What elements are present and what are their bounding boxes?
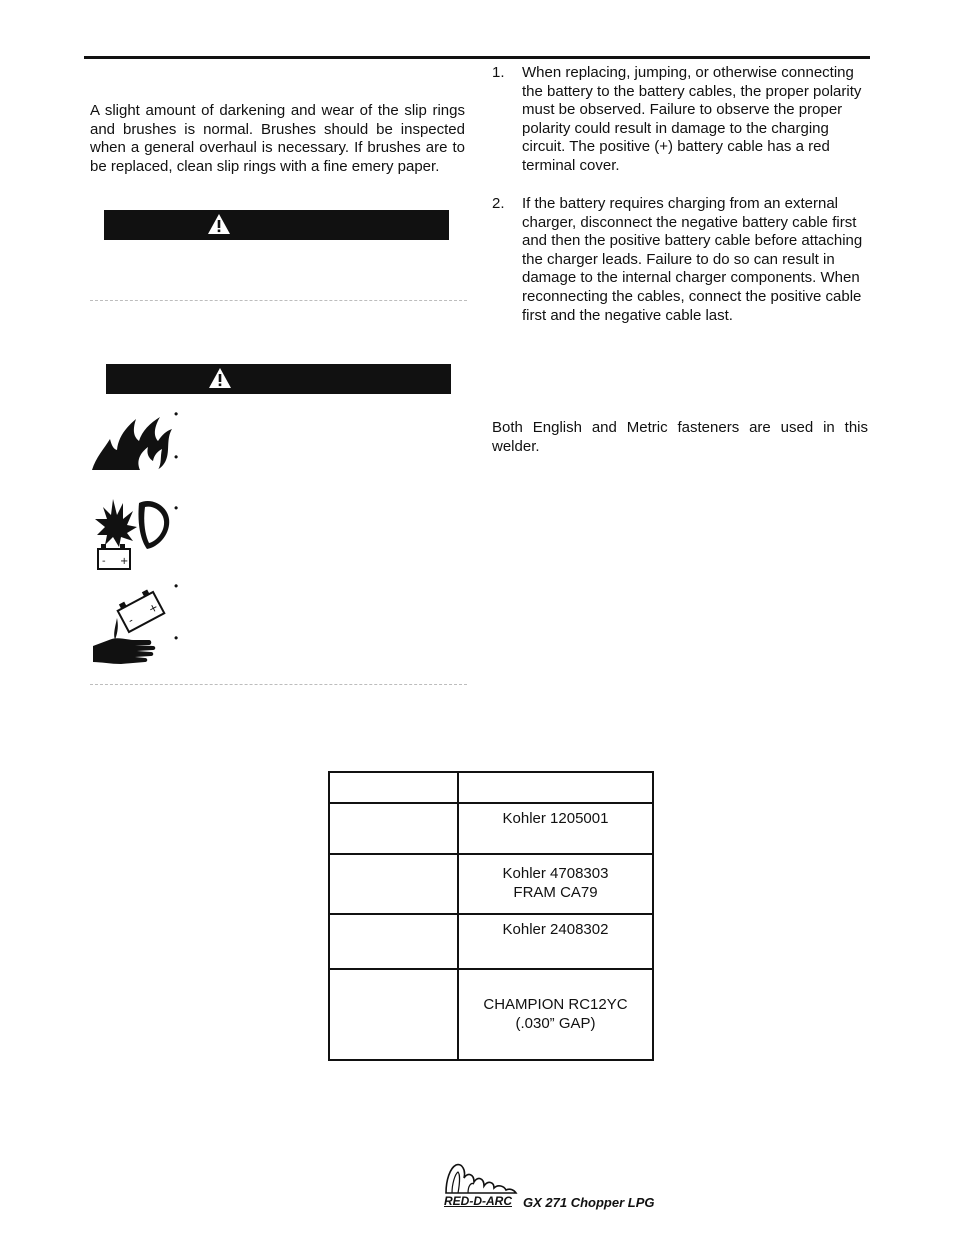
bullet: • — [174, 407, 179, 421]
bullet: • — [174, 631, 179, 645]
part-number: Kohler 4708303 — [502, 865, 609, 882]
divider-1 — [90, 300, 467, 301]
part-number: FRAM CA79 — [513, 883, 598, 901]
table-row — [329, 803, 653, 854]
footer-brand: RED-D-ARC — [444, 1194, 512, 1208]
bullet: • — [174, 450, 179, 464]
table-row — [329, 854, 653, 914]
divider-2 — [90, 684, 467, 685]
part-number-cell — [458, 772, 653, 803]
fire-flame-icon — [90, 413, 174, 471]
warning-triangle-icon — [207, 213, 231, 235]
warning-banner-1 — [104, 210, 449, 240]
red-d-arc-logo-icon — [444, 1162, 518, 1194]
battery-explosion-icon — [93, 495, 173, 575]
table-row — [329, 914, 653, 969]
part-number-cell — [458, 854, 653, 914]
part-number-cell — [458, 803, 653, 854]
warning-triangle-icon — [208, 367, 232, 389]
fasteners-paragraph: Both English and Metric fasteners are used in this welder. — [492, 419, 868, 455]
part-number: CHAMPION RC12YC — [483, 996, 628, 1013]
parts-table — [328, 771, 654, 1061]
battery-acid-hand-icon — [91, 588, 177, 670]
footer-model: GX 271 Chopper LPG — [523, 1195, 655, 1210]
svg-text:-: - — [102, 556, 106, 567]
top-rule — [84, 56, 870, 59]
list-item-number: 1. — [492, 64, 505, 81]
svg-text:+: + — [146, 600, 161, 617]
part-cell — [329, 772, 458, 803]
list-item-number: 2. — [492, 195, 505, 212]
part-cell — [329, 803, 458, 854]
svg-text:-: - — [125, 613, 136, 627]
bullet: • — [174, 501, 179, 515]
table-row — [329, 772, 653, 803]
bullet: • — [174, 579, 179, 593]
part-cell — [329, 914, 458, 969]
list-item-text: If the battery requires charging from an external charger, disconnect the negative battery cable first and then the positive battery cable before attaching the charger leads. Failure to do so can result in damage to the internal charger components. When reconnecting the cables, connect the positive cable first and the negative cable last. — [522, 195, 863, 324]
svg-text:+: + — [120, 556, 129, 567]
part-number: Kohler 2408302 — [502, 921, 609, 938]
part-cell — [329, 854, 458, 914]
part-number: (.030” GAP) — [515, 1014, 596, 1032]
warning-banner-2 — [106, 364, 451, 394]
table-row — [329, 969, 653, 1060]
list-item-text: When replacing, jumping, or otherwise connecting the battery to the battery cables, the proper polarity must be observed. Failure to observe the proper polarity could result in damage to the charging circuit. The positive (+) battery cable has a red terminal cover. — [522, 64, 862, 174]
brushes-paragraph: A slight amount of darkening and wear of the slip rings and brushes is normal. Brushes should be inspected when a general overhaul is necessary. If brushes are to be replaced, clean slip rings with a fine emery paper. — [90, 102, 465, 175]
part-cell — [329, 969, 458, 1060]
part-number-cell — [458, 914, 653, 969]
part-number-cell — [458, 969, 653, 1060]
part-number: Kohler 1205001 — [502, 810, 609, 827]
